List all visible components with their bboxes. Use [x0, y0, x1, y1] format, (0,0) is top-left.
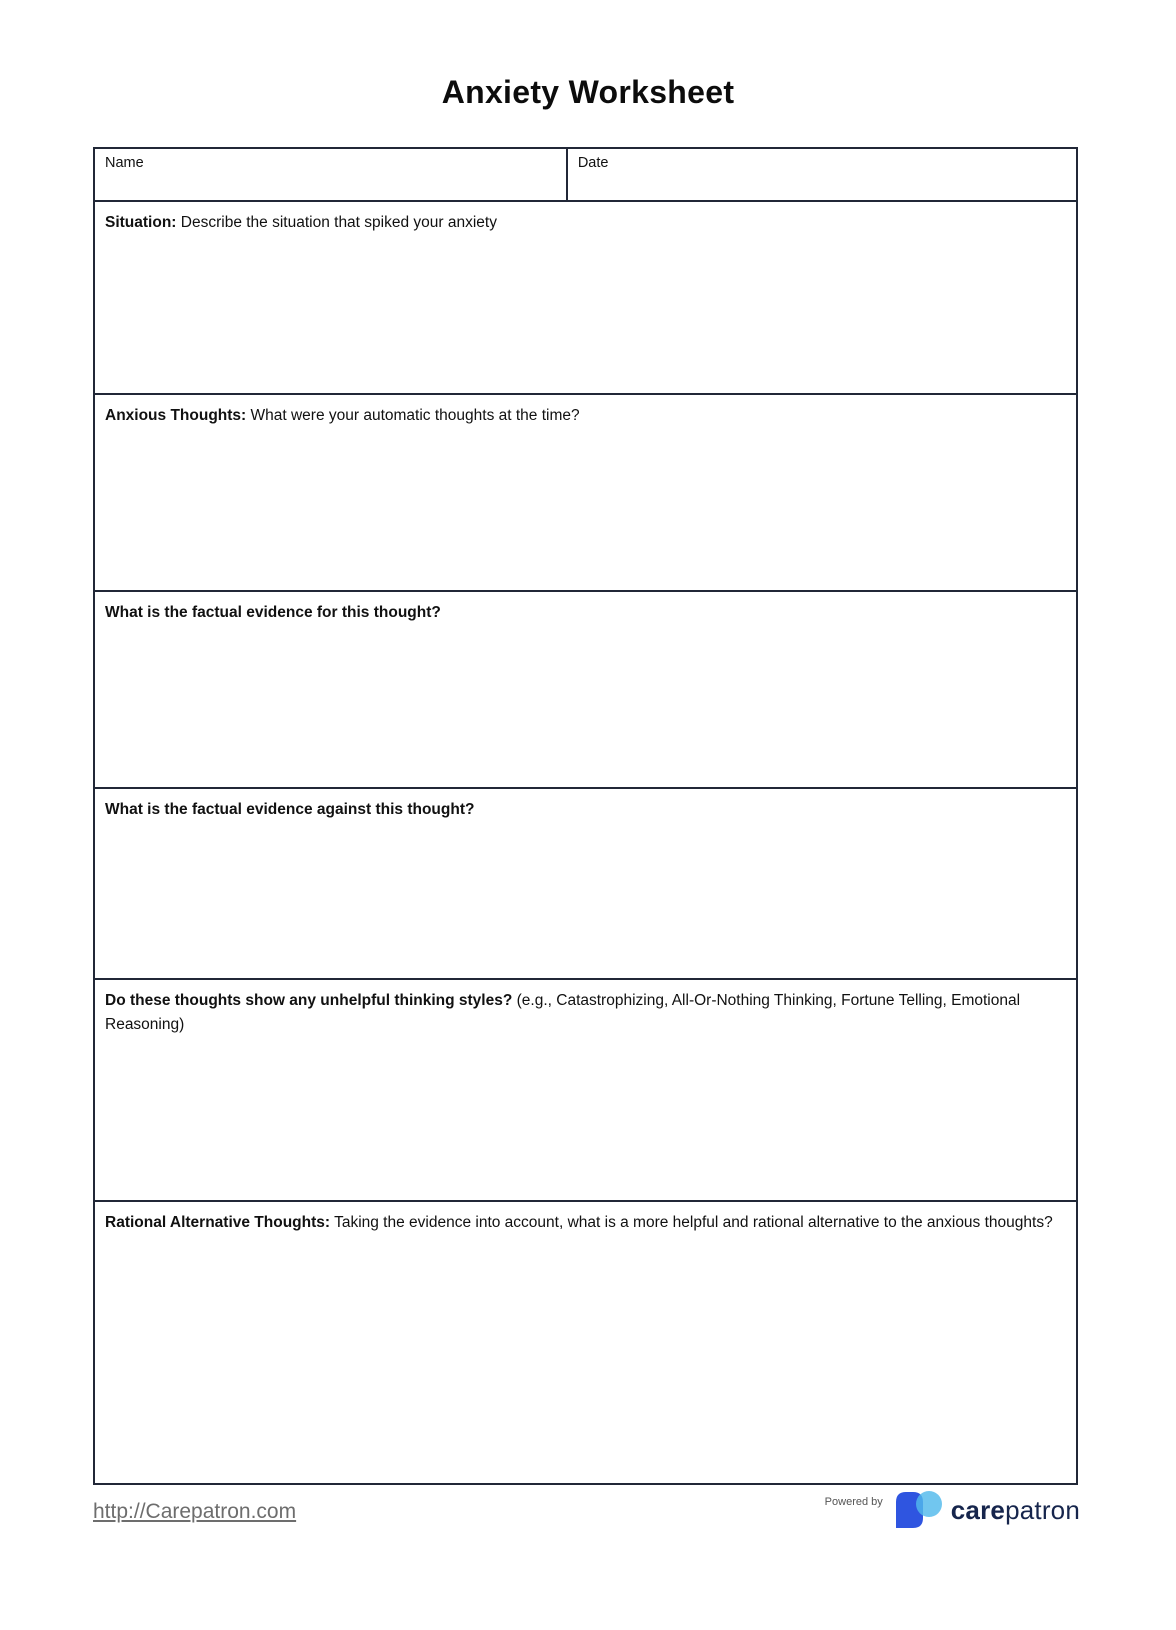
section-thinking-styles[interactable] — [95, 980, 1076, 1202]
section-evidence-for[interactable] — [95, 592, 1076, 789]
section-anxious-thoughts-label: Anxious Thoughts: — [105, 407, 247, 424]
section-evidence-against-prompt — [105, 798, 474, 969]
section-situation-label: Situation: — [105, 214, 177, 231]
name-date-row — [95, 149, 1076, 202]
brand-footer — [825, 1488, 1080, 1532]
section-anxious-thoughts-prompt — [105, 404, 580, 581]
section-situation[interactable] — [95, 202, 1076, 395]
carepatron-wordmark — [951, 1495, 1080, 1526]
section-evidence-for-label: What is the factual evidence for this thought? — [105, 604, 441, 621]
section-thinking-styles-prompt — [105, 989, 1066, 1191]
name-label: Name — [105, 155, 144, 171]
date-field[interactable] — [568, 149, 1076, 200]
section-rational-alternative-label: Rational Alternative Thoughts: — [105, 1214, 331, 1231]
section-rational-alternative[interactable] — [95, 1202, 1076, 1483]
powered-by-label: Powered by — [824, 1496, 883, 1508]
section-situation-prompt — [105, 211, 497, 384]
wordmark-care: care — [950, 1494, 1006, 1525]
date-label: Date — [577, 155, 609, 171]
section-anxious-thoughts[interactable] — [95, 395, 1076, 592]
section-thinking-styles-description: (e.g., Catastrophizing, All-Or-Nothing Thinking, Fortune Telling, Emotional Reasoning) — [105, 992, 1021, 1034]
section-anxious-thoughts-description: What were your automatic thoughts at the time? — [246, 407, 580, 424]
section-thinking-styles-label: Do these thoughts show any unhelpful thinking styles? — [105, 992, 513, 1009]
section-evidence-against-label: What is the factual evidence against this thought? — [105, 801, 475, 818]
section-rational-alternative-description: Taking the evidence into account, what is a more helpful and rational alternative to the anxious thoughts? — [330, 1214, 1053, 1231]
wordmark-patron: patron — [1005, 1494, 1080, 1525]
section-evidence-for-prompt — [105, 601, 441, 778]
page-title: Anxiety Worksheet — [441, 74, 735, 110]
section-situation-description: Describe the situation that spiked your anxiety — [176, 214, 497, 231]
section-rational-alternative-prompt — [105, 1211, 1053, 1474]
carepatron-link[interactable]: http://Carepatron.com — [93, 1500, 297, 1523]
name-field[interactable] — [95, 149, 568, 200]
section-evidence-against[interactable] — [95, 789, 1076, 980]
worksheet-table — [93, 147, 1078, 1485]
carepatron-logo-icon — [893, 1488, 945, 1532]
